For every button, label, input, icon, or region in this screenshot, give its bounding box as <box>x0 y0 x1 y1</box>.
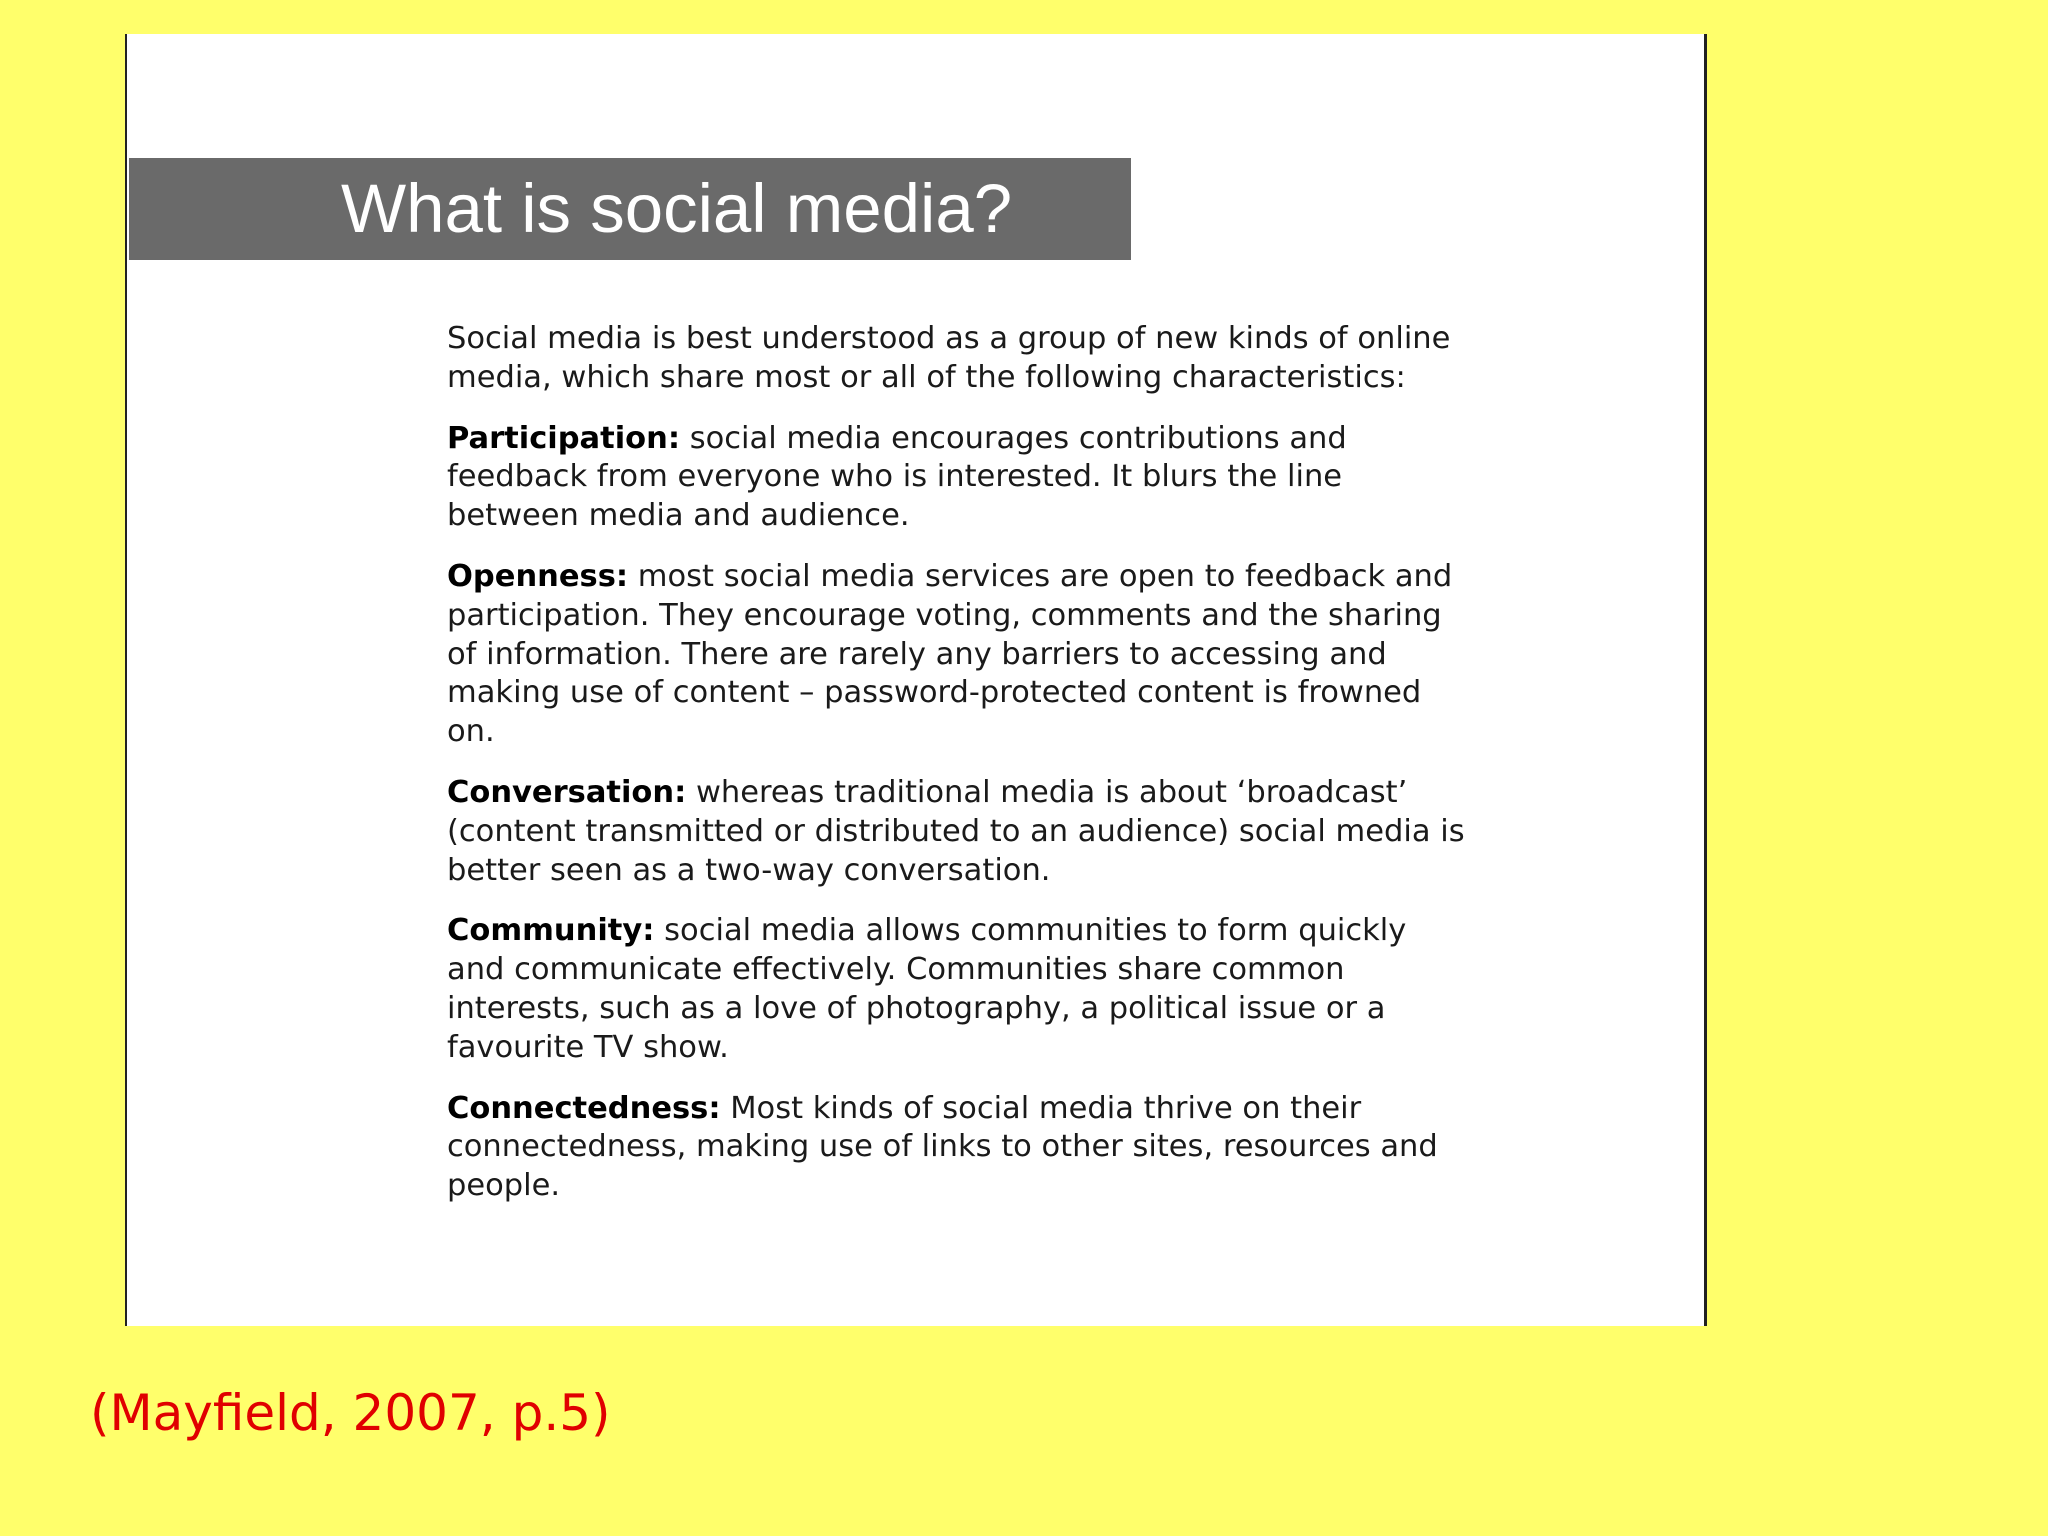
characteristic-connectedness <box>447 1090 1467 1206</box>
characteristic-conversation <box>447 774 1467 890</box>
document-body <box>447 320 1467 1228</box>
citation: (Mayfield, 2007, p.5) <box>90 1384 611 1442</box>
term-label: Participation: <box>447 420 681 456</box>
term-label: Community: <box>447 913 655 949</box>
term-label: Connectedness: <box>447 1090 721 1126</box>
characteristic-community <box>447 912 1467 1067</box>
term-description: Most kinds of social media thrive on their connectedness, making use of links to other sites, resources and people. <box>447 1090 1438 1204</box>
term-label: Openness: <box>447 558 629 594</box>
term-description: social media encourages contributions and feedback from everyone who is interested. It blurs the line between media and audience. <box>447 420 1347 534</box>
term-label: Conversation: <box>447 774 687 810</box>
title-banner <box>129 158 1131 260</box>
term-description: most social media services are open to feedback and participation. They encourage voting, comments and the sharing of information. There are rarely any barriers to accessing and making use of content – password-protected content is frowned on. <box>447 558 1453 750</box>
page-title: What is social media? <box>341 170 1013 247</box>
intro-paragraph: Social media is best understood as a group of new kinds of online media, which share most or all of the following characteristics: <box>447 321 1451 395</box>
term-description: whereas traditional media is about ‘broadcast’ (content transmitted or distributed to an audience) social media is better seen as a two-way conversation. <box>447 774 1465 888</box>
document-excerpt <box>125 34 1707 1326</box>
characteristic-participation <box>447 420 1467 536</box>
term-description: social media allows communities to form quickly and communicate effectively. Communities share common interests, such as a love of photography, a political issue or a favourite TV show. <box>447 913 1407 1065</box>
characteristic-openness <box>447 558 1467 752</box>
